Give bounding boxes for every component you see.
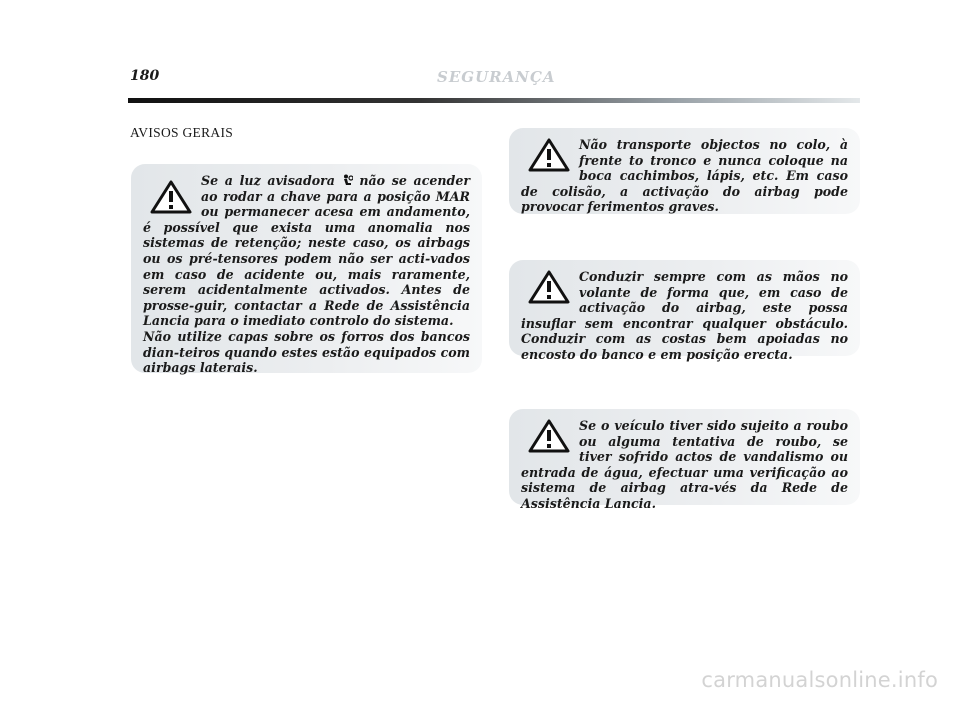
section-heading: AVISOS GERAIS [130, 125, 234, 140]
warning-box-objects [509, 128, 860, 214]
page-number: 180 [130, 68, 160, 84]
watermark: carmanualsonline.info [701, 668, 938, 692]
warning-text: Se o veículo tiver sido sujeito a roubo ou alguma tentativa de roubo, se tiver sofrido actos de vandalismo ou entrada de água, efectuar uma verificação ao sistema de airbag atra-vés da Rede de Assistência Lancia. [521, 418, 848, 511]
warning-triangle-icon [527, 137, 571, 173]
section-title: SEGURANÇA [437, 68, 556, 86]
header-rule [128, 98, 860, 103]
warning-triangle-icon [149, 179, 193, 215]
warning-text: Não transporte objectos no colo, à frente to tronco e nunca coloque na boca cachimbos, lápis, etc. Em caso de colisão, a activação do airbag pode provocar ferimentos graves. [521, 137, 848, 215]
warning-box-airbag-light [131, 164, 482, 376]
airbag-warning-light-icon [342, 174, 353, 187]
warning-text: Se a luz avisadora [201, 173, 335, 188]
warning-text: Não utilize capas sobre os forros dos bancos dian-teiros quando estes estão equipados com airbags laterais. [143, 328, 470, 376]
warning-text: Conduzir sempre com as mãos no volante de forma que, em caso de activação do airbag, este possa insuflar sem encontrar qualquer obstáculo. Conduzir com as costas bem apoiadas no encosto do banco e em posição erecta. [521, 269, 848, 362]
warning-text: não se acender ao rodar a chave para a posição MAR ou permanecer acesa em andamento, é possível que exista uma anomalia nos sistemas de retenção; neste caso, os airbags ou os pré-tensores podem não ser acti-vados em caso de acidente ou, mais raramente, serem acidentalmente activados. Antes de prosse-guir, contactar a Rede de Assistência Lancia para o imediato controlo do sistema. [143, 173, 471, 329]
warning-box-driving-position [509, 260, 860, 362]
warning-triangle-icon [527, 418, 571, 454]
warning-box-theft [509, 409, 860, 511]
warning-triangle-icon [527, 269, 571, 305]
